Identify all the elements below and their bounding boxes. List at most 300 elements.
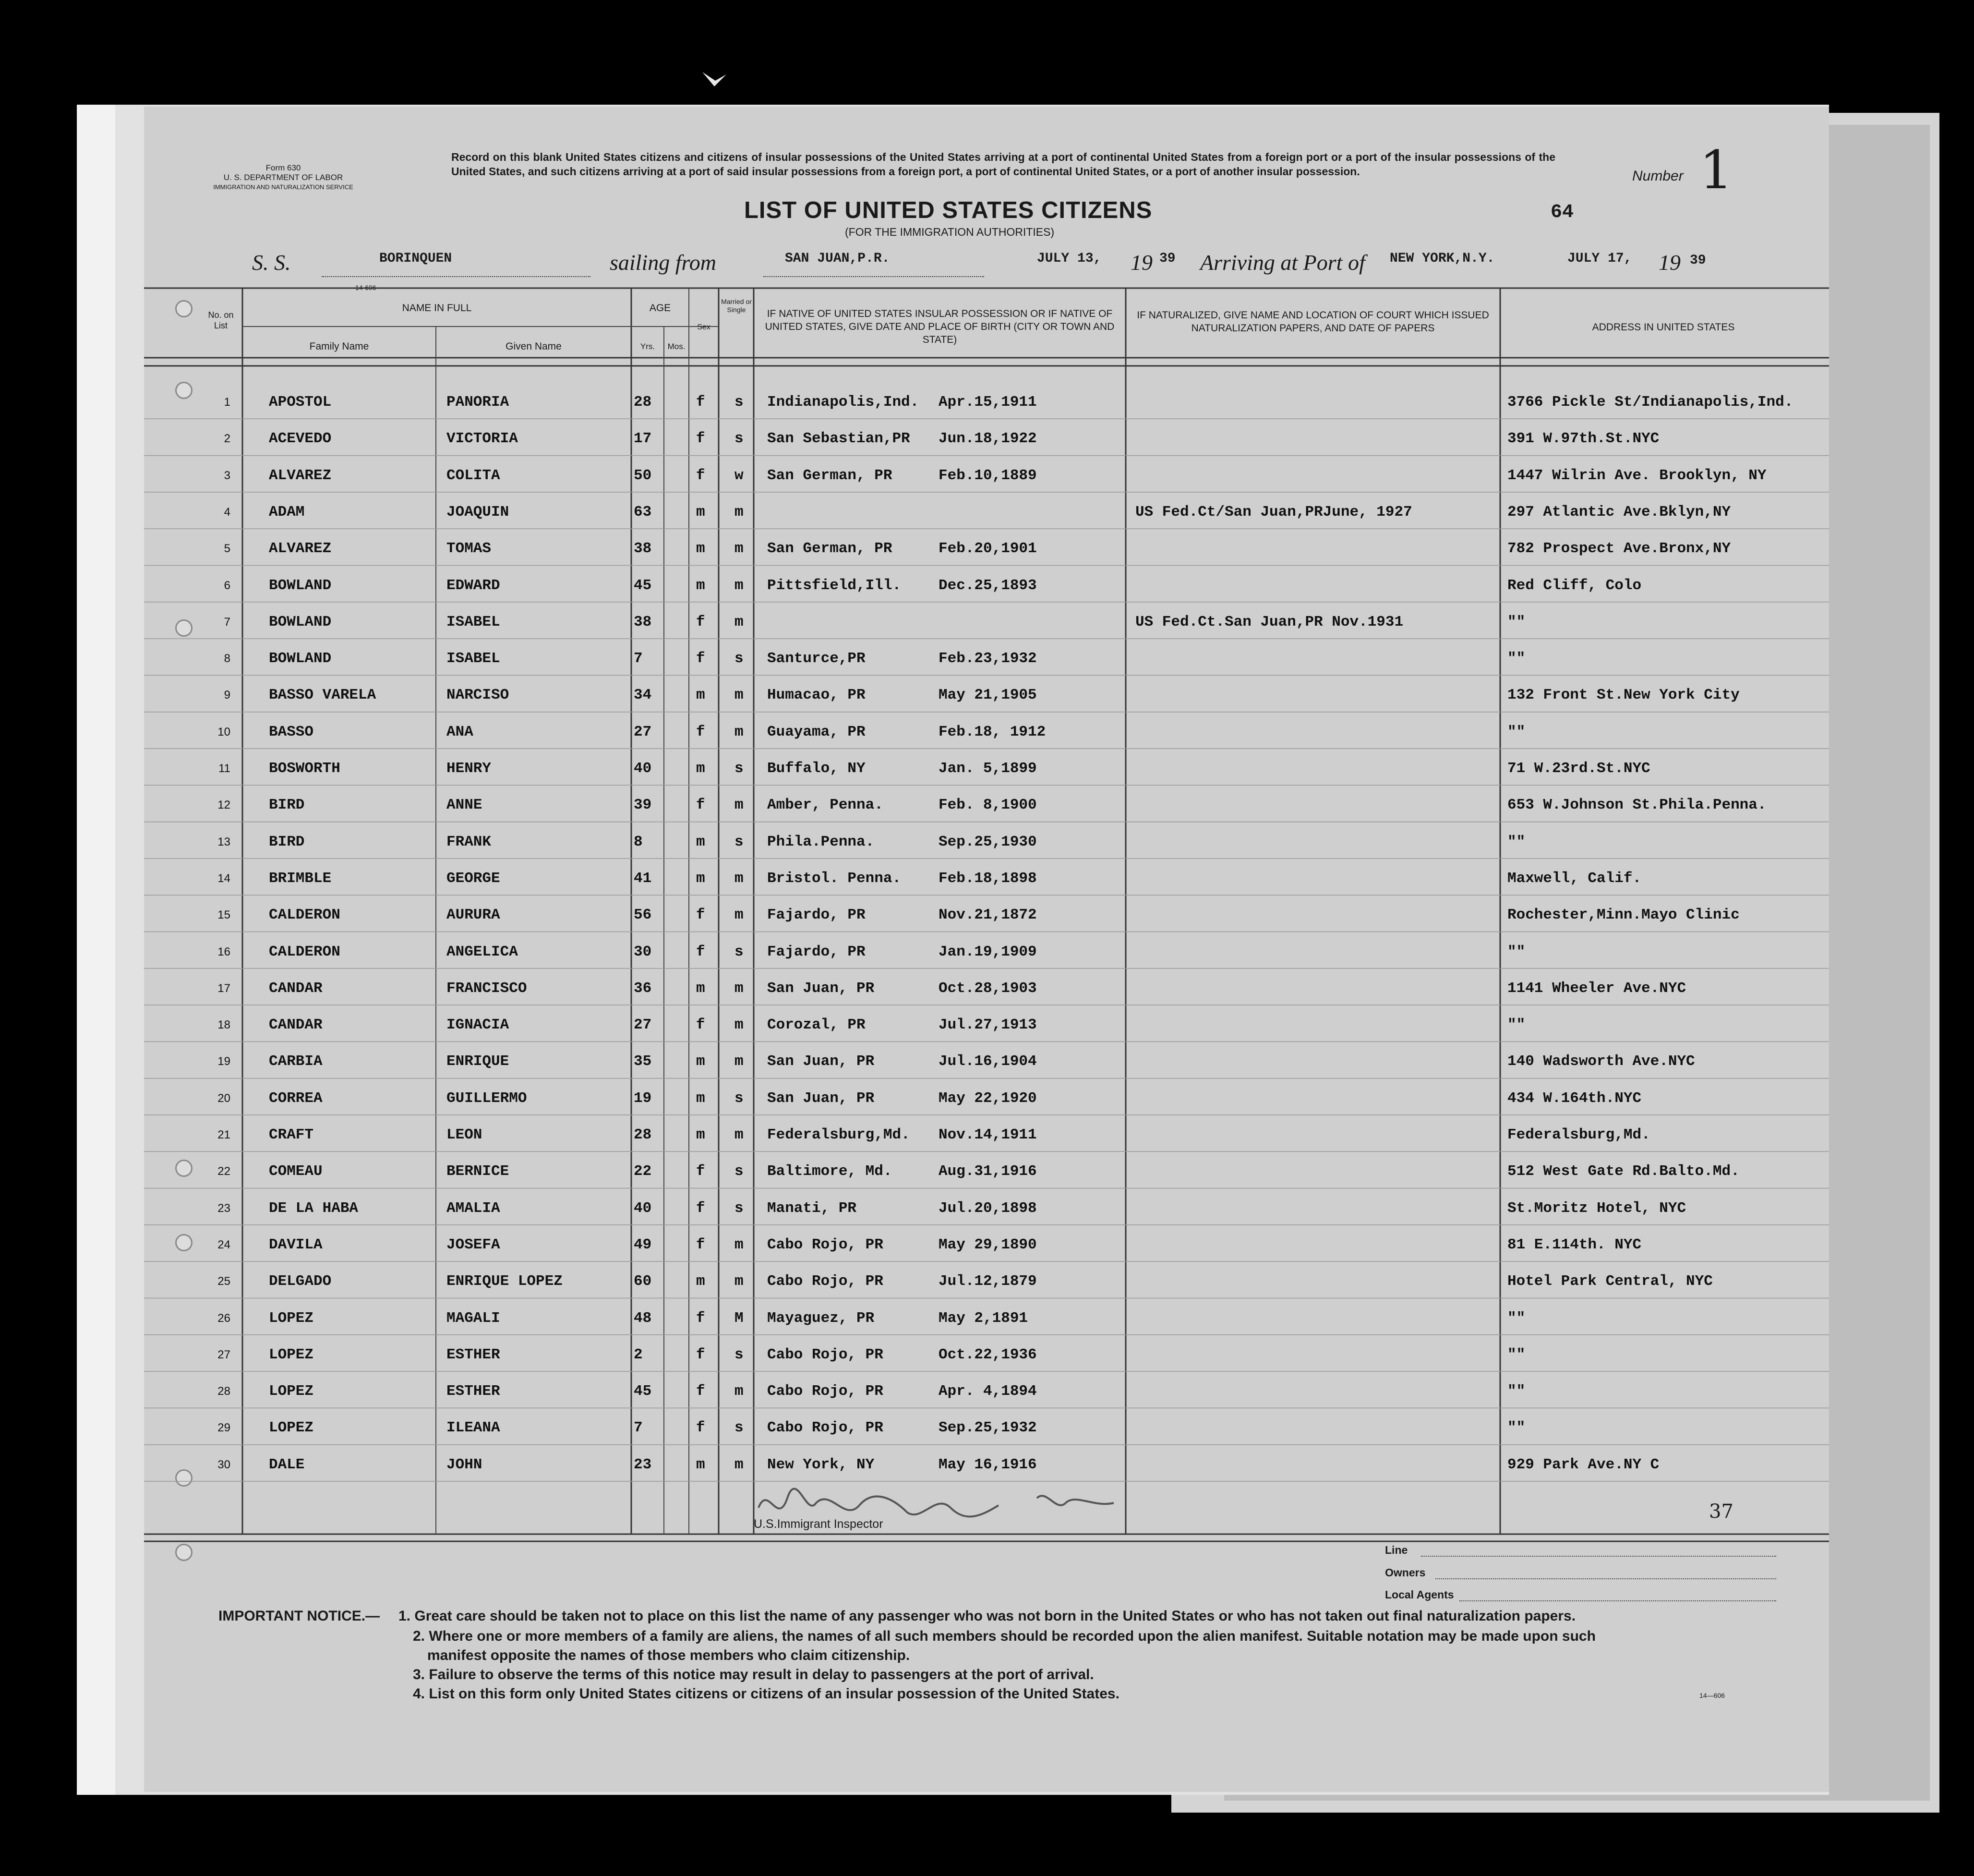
sex: f	[696, 1383, 705, 1400]
col-yrs: Yrs.	[640, 342, 655, 351]
marital-status: m	[734, 540, 744, 557]
age-years: 28	[634, 1126, 652, 1143]
family-name: ALVAREZ	[269, 540, 332, 557]
arrival-year-prefix: 19	[1659, 250, 1681, 275]
notice-1: 1. Great care should be taken not to place on this list the name of any passenger who was not born in the United States or who has not taken out final naturalization papers.	[398, 1608, 1576, 1624]
birth-place: Guayama, PR	[767, 723, 866, 740]
birth-place: Cabo Rojo, PR	[767, 1383, 883, 1400]
birth-place: Fajardo, PR	[767, 907, 866, 924]
page-total: 37	[1709, 1501, 1733, 1523]
birth-place: San Juan, PR	[767, 1089, 875, 1107]
given-name: ISABEL	[446, 613, 500, 630]
marital-status: m	[734, 1126, 744, 1143]
given-name: AURURA	[446, 907, 500, 924]
row-number: 26	[217, 1311, 230, 1325]
number-value: 1	[1699, 139, 1733, 201]
given-name: AMALIA	[446, 1199, 500, 1217]
birth-place: Bristol. Penna.	[767, 870, 902, 887]
family-name: BOSWORTH	[269, 760, 340, 777]
naturalization: US Fed.Ct/San Juan,PRJune, 1927	[1135, 503, 1412, 520]
table-row	[0, 1263, 1974, 1300]
marital-status: m	[734, 687, 744, 704]
col-age: AGE	[649, 303, 671, 314]
row-number: 19	[217, 1055, 230, 1068]
row-number: 4	[224, 505, 230, 519]
marital-status: m	[734, 1383, 744, 1400]
age-years: 35	[634, 1053, 652, 1070]
birth-place: Santurce,PR	[767, 650, 866, 667]
age-years: 49	[634, 1236, 652, 1253]
row-number: 8	[224, 652, 230, 666]
marital-status: M	[734, 1309, 744, 1327]
table-row	[0, 641, 1974, 677]
address: Federalsburg,Md.	[1507, 1126, 1650, 1143]
department: U. S. DEPARTMENT OF LABOR	[223, 173, 343, 182]
age-years: 34	[634, 687, 652, 704]
age-years: 7	[634, 1419, 643, 1437]
address: 782 Prospect Ave.Bronx,NY	[1507, 540, 1731, 557]
number-label: Number	[1632, 168, 1684, 184]
service: IMMIGRATION AND NATURALIZATION SERVICE	[213, 183, 353, 191]
table-row	[0, 458, 1974, 494]
family-name: ALVAREZ	[269, 467, 332, 484]
given-name: BERNICE	[446, 1163, 509, 1180]
birth-place: San Juan, PR	[767, 980, 875, 997]
age-years: 23	[634, 1456, 652, 1473]
sex: m	[696, 687, 705, 704]
sail-date: JULY 13,	[1037, 251, 1102, 266]
birth-place: Manati, PR	[767, 1199, 857, 1217]
sex: m	[696, 540, 705, 557]
age-years: 40	[634, 760, 652, 777]
address: ""	[1507, 1383, 1526, 1400]
naturalization: US Fed.Ct.San Juan,PR Nov.1931	[1135, 613, 1404, 630]
birth-place: Indianapolis,Ind.	[767, 394, 919, 411]
table-row	[0, 421, 1974, 457]
birth-date: May 2,1891	[939, 1309, 1028, 1327]
table-row	[0, 1080, 1974, 1117]
sex: m	[696, 1089, 705, 1107]
row-number: 14	[217, 871, 230, 885]
address: ""	[1507, 943, 1526, 960]
family-name: BRIMBLE	[269, 870, 332, 887]
row-number: 9	[224, 689, 230, 702]
family-name: LOPEZ	[269, 1419, 314, 1437]
table-row	[0, 750, 1974, 787]
address: ""	[1507, 833, 1526, 850]
table-row	[0, 1117, 1974, 1153]
address: ""	[1507, 1346, 1526, 1363]
age-years: 28	[634, 394, 652, 411]
table-row	[0, 568, 1974, 604]
birth-date: Oct.28,1903	[939, 980, 1037, 997]
family-name: LOPEZ	[269, 1383, 314, 1400]
address: 132 Front St.New York City	[1507, 687, 1740, 704]
family-name: LOPEZ	[269, 1346, 314, 1363]
given-name: ISABEL	[446, 650, 500, 667]
row-number: 16	[217, 945, 230, 958]
given-name: ANNE	[446, 797, 482, 814]
birth-date: Feb.23,1932	[939, 650, 1037, 667]
sailing-from: SAN JUAN,P.R.	[785, 251, 890, 266]
row-number: 10	[217, 725, 230, 738]
given-name: MAGALI	[446, 1309, 500, 1327]
birth-place: San Juan, PR	[767, 1053, 875, 1070]
age-years: 45	[634, 1383, 652, 1400]
row-number: 28	[217, 1385, 230, 1398]
marital-status: s	[734, 650, 744, 667]
sex: m	[696, 1273, 705, 1290]
marital-status: s	[734, 833, 744, 850]
marital-status: m	[734, 1456, 744, 1473]
sex: m	[696, 760, 705, 777]
family-name: BOWLAND	[269, 613, 332, 630]
marital-status: s	[734, 760, 744, 777]
page-subtitle: (FOR THE IMMIGRATION AUTHORITIES)	[845, 226, 1055, 238]
row-number: 6	[224, 579, 230, 592]
arrival-year: 39	[1690, 253, 1706, 268]
address: 434 W.164th.NYC	[1507, 1089, 1642, 1107]
given-name: LEON	[446, 1126, 482, 1143]
marital-status: m	[734, 1053, 744, 1070]
arrival-port: NEW YORK,N.Y.	[1390, 251, 1495, 266]
family-name: CORREA	[269, 1089, 323, 1107]
owners-field	[1435, 1578, 1776, 1579]
birth-place: Baltimore, Md.	[767, 1163, 892, 1180]
col-naturalized: IF NATURALIZED, GIVE NAME AND LOCATION OF COURT WHICH ISSUED NATURALIZATION PAPERS, AND DATE OF PAPERS	[1137, 310, 1489, 334]
sex: f	[696, 1346, 705, 1363]
family-name: DE LA HABA	[269, 1199, 359, 1217]
family-name: BIRD	[269, 797, 305, 814]
table-row	[0, 677, 1974, 714]
address: 1447 Wilrin Ave. Brooklyn, NY	[1507, 467, 1767, 484]
marital-status: s	[734, 1089, 744, 1107]
address: 3766 Pickle St/Indianapolis,Ind.	[1507, 394, 1793, 411]
row-number: 29	[217, 1421, 230, 1435]
birth-place: Buffalo, NY	[767, 760, 866, 777]
birth-place: Federalsburg,Md.	[767, 1126, 910, 1143]
table-row	[0, 824, 1974, 860]
age-years: 2	[634, 1346, 643, 1363]
age-years: 36	[634, 980, 652, 997]
sex: f	[696, 907, 705, 924]
birth-place: Corozal, PR	[767, 1017, 866, 1034]
birth-date: Feb.18,1898	[939, 870, 1037, 887]
col-married-single: Married or Single	[721, 298, 752, 314]
birth-date: Apr.15,1911	[939, 394, 1037, 411]
ship-name: BORINQUEN	[379, 251, 452, 266]
marital-status: m	[734, 503, 744, 520]
row-number: 23	[217, 1201, 230, 1215]
family-name: BASSO VARELA	[269, 687, 376, 704]
family-name: DELGADO	[269, 1273, 332, 1290]
sex: m	[696, 577, 705, 594]
marital-status: s	[734, 394, 744, 411]
given-name: FRANK	[446, 833, 492, 850]
given-name: COLITA	[446, 467, 500, 484]
age-years: 48	[634, 1309, 652, 1327]
table-row	[0, 934, 1974, 970]
family-name: COMEAU	[269, 1163, 323, 1180]
birth-date: May 16,1916	[939, 1456, 1037, 1473]
sex: f	[696, 943, 705, 960]
page-title: LIST OF UNITED STATES CITIZENS	[744, 197, 1153, 223]
sex: m	[696, 1053, 705, 1070]
notice-4: 4. List on this form only United States citizens or citizens of an insular possession of the United States.	[413, 1686, 1119, 1702]
col-sex: Sex	[697, 323, 710, 331]
col-no-on-list: No. on List	[208, 310, 234, 330]
age-years: 39	[634, 797, 652, 814]
notice-heading: IMPORTANT NOTICE.—	[218, 1608, 380, 1624]
line-field	[1421, 1556, 1776, 1557]
marital-status: s	[734, 1163, 744, 1180]
table-row	[0, 1300, 1974, 1337]
birth-date: Sep.25,1932	[939, 1419, 1037, 1437]
table-row	[0, 714, 1974, 750]
birth-place: New York, NY	[767, 1456, 875, 1473]
age-years: 41	[634, 870, 652, 887]
form-number: Form 630	[265, 163, 301, 172]
family-name: BOWLAND	[269, 650, 332, 667]
family-name: ADAM	[269, 503, 305, 520]
table-row	[0, 531, 1974, 567]
family-name: ACEVEDO	[269, 430, 332, 448]
birth-place: Amber, Penna.	[767, 797, 883, 814]
birth-date: Jul.20,1898	[939, 1199, 1037, 1217]
address: ""	[1507, 1017, 1526, 1034]
given-name: ANA	[446, 723, 473, 740]
notice-2a: 2. Where one or more members of a family are aliens, the names of all such members should be recorded upon the alien manifest. Suitable notation may be made upon such	[413, 1628, 1596, 1644]
birth-date: May 21,1905	[939, 687, 1037, 704]
address: ""	[1507, 613, 1526, 630]
owners-label: Owners	[1385, 1566, 1426, 1579]
birth-place: Cabo Rojo, PR	[767, 1346, 883, 1363]
age-years: 19	[634, 1089, 652, 1107]
sex: f	[696, 1163, 705, 1180]
family-name: CRAFT	[269, 1126, 314, 1143]
family-name: BASSO	[269, 723, 314, 740]
address: 297 Atlantic Ave.Bklyn,NY	[1507, 503, 1731, 520]
line-label: Line	[1385, 1544, 1408, 1556]
given-name: ESTHER	[446, 1383, 500, 1400]
birth-date: Jan.19,1909	[939, 943, 1037, 960]
stamp-number: 64	[1551, 202, 1574, 223]
birth-date: Jan. 5,1899	[939, 760, 1037, 777]
birth-place: San Sebastian,PR	[767, 430, 910, 448]
address: Red Cliff, Colo	[1507, 577, 1642, 594]
table-row	[0, 1447, 1974, 1483]
birth-place: Fajardo, PR	[767, 943, 866, 960]
col-given-name: Given Name	[506, 341, 562, 352]
row-number: 13	[217, 835, 230, 848]
agents-field	[1459, 1600, 1776, 1601]
birth-date: Feb. 8,1900	[939, 797, 1037, 814]
row-number: 1	[224, 396, 230, 409]
year-prefix: 19	[1131, 250, 1153, 275]
row-number: 2	[224, 432, 230, 446]
inspector-label: U.S.Immigrant Inspector	[754, 1517, 883, 1531]
birth-place: San German, PR	[767, 467, 892, 484]
table-row	[0, 384, 1974, 421]
table-row	[0, 1227, 1974, 1263]
birth-date: Jul.16,1904	[939, 1053, 1037, 1070]
sex: f	[696, 650, 705, 667]
table-row	[0, 1190, 1974, 1227]
age-years: 38	[634, 540, 652, 557]
marital-status: m	[734, 797, 744, 814]
address: Rochester,Minn.Mayo Clinic	[1507, 907, 1740, 924]
age-years: 22	[634, 1163, 652, 1180]
age-years: 60	[634, 1273, 652, 1290]
address: 512 West Gate Rd.Balto.Md.	[1507, 1163, 1740, 1180]
table-row	[0, 970, 1974, 1007]
given-name: EDWARD	[446, 577, 500, 594]
col-name-in-full: NAME IN FULL	[402, 303, 472, 314]
marital-status: m	[734, 1236, 744, 1253]
birth-date: Feb.20,1901	[939, 540, 1037, 557]
sex: f	[696, 394, 705, 411]
sex: f	[696, 797, 705, 814]
birth-date: Apr. 4,1894	[939, 1383, 1037, 1400]
address: Hotel Park Central, NYC	[1507, 1273, 1713, 1290]
family-name: DALE	[269, 1456, 305, 1473]
marital-status: m	[734, 1273, 744, 1290]
birth-date: Jul.27,1913	[939, 1017, 1037, 1034]
row-number: 5	[224, 542, 230, 556]
intro-text: Record on this blank United States citizens and citizens of insular possessions of the United States arriving at a port of continental United States from a foreign port or a port of the insular possessions of the United States, and such citizens arriving at a port of said insular possessions from a foreign port, a port of continental United States, or a port of another insular possession.	[451, 151, 1555, 178]
sex: f	[696, 1236, 705, 1253]
notice-3: 3. Failure to observe the terms of this notice may result in delay to passengers at the port of arrival.	[413, 1667, 1094, 1682]
marital-status: s	[734, 1346, 744, 1363]
sex: f	[696, 613, 705, 630]
family-name: CALDERON	[269, 943, 340, 960]
row-number: 17	[217, 981, 230, 995]
age-years: 8	[634, 833, 643, 850]
given-name: ENRIQUE	[446, 1053, 509, 1070]
age-years: 63	[634, 503, 652, 520]
family-name: CANDAR	[269, 1017, 323, 1034]
sex: f	[696, 467, 705, 484]
age-years: 27	[634, 723, 652, 740]
table-row	[0, 1373, 1974, 1410]
marital-status: m	[734, 723, 744, 740]
marital-status: s	[734, 1199, 744, 1217]
family-name: LOPEZ	[269, 1309, 314, 1327]
age-years: 17	[634, 430, 652, 448]
sex: f	[696, 1309, 705, 1327]
row-number: 21	[217, 1128, 230, 1141]
sex: m	[696, 833, 705, 850]
given-name: IGNACIA	[446, 1017, 509, 1034]
given-name: ANGELICA	[446, 943, 518, 960]
sail-year: 39	[1159, 251, 1176, 266]
birth-date: May 29,1890	[939, 1236, 1037, 1253]
given-name: NARCISO	[446, 687, 509, 704]
age-years: 7	[634, 650, 643, 667]
birth-place: San German, PR	[767, 540, 892, 557]
birth-place: Cabo Rojo, PR	[767, 1273, 883, 1290]
age-years: 56	[634, 907, 652, 924]
given-name: JOHN	[446, 1456, 482, 1473]
age-years: 45	[634, 577, 652, 594]
birth-place: Humacao, PR	[767, 687, 866, 704]
family-name: CALDERON	[269, 907, 340, 924]
family-name: CANDAR	[269, 980, 323, 997]
family-name: APOSTOL	[269, 394, 332, 411]
address: 81 E.114th. NYC	[1507, 1236, 1642, 1253]
given-name: HENRY	[446, 760, 492, 777]
sex: f	[696, 1017, 705, 1034]
col-family-name: Family Name	[309, 341, 369, 352]
birth-date: Dec.25,1893	[939, 577, 1037, 594]
marital-status: m	[734, 577, 744, 594]
row-number: 11	[218, 762, 230, 775]
marital-status: m	[734, 907, 744, 924]
table-row	[0, 787, 1974, 823]
given-name: GEORGE	[446, 870, 500, 887]
sex: f	[696, 723, 705, 740]
row-number: 25	[217, 1275, 230, 1288]
family-name: BIRD	[269, 833, 305, 850]
address: 1141 Wheeler Ave.NYC	[1507, 980, 1686, 997]
birth-date: Sep.25,1930	[939, 833, 1037, 850]
given-name: PANORIA	[446, 394, 509, 411]
address: St.Moritz Hotel, NYC	[1507, 1199, 1686, 1217]
marital-status: m	[734, 1017, 744, 1034]
sex: m	[696, 1126, 705, 1143]
family-name: CARBIA	[269, 1053, 323, 1070]
ship-label: S. S.	[252, 250, 291, 275]
address: Maxwell, Calif.	[1507, 870, 1642, 887]
address: ""	[1507, 650, 1526, 667]
birth-date: Nov.21,1872	[939, 907, 1037, 924]
table-row	[0, 1153, 1974, 1190]
table-row	[0, 1410, 1974, 1446]
birth-date: Feb.18, 1912	[939, 723, 1046, 740]
row-number: 7	[224, 615, 230, 629]
sex: f	[696, 430, 705, 448]
birth-place: Mayaguez, PR	[767, 1309, 875, 1327]
marital-status: s	[734, 430, 744, 448]
birth-date: Jul.12,1879	[939, 1273, 1037, 1290]
row-number: 27	[217, 1348, 230, 1361]
given-name: JOSEFA	[446, 1236, 500, 1253]
arriving-label: Arriving at Port of	[1200, 250, 1365, 275]
marital-status: m	[734, 613, 744, 630]
given-name: TOMAS	[446, 540, 492, 557]
birth-date: Jun.18,1922	[939, 430, 1037, 448]
given-name: GUILLERMO	[446, 1089, 527, 1107]
birth-place: Phila.Penna.	[767, 833, 875, 850]
address: 140 Wadsworth Ave.NYC	[1507, 1053, 1695, 1070]
address: 71 W.23rd.St.NYC	[1507, 760, 1650, 777]
row-number: 15	[217, 908, 230, 922]
col-mos: Mos.	[667, 342, 686, 351]
marital-status: w	[734, 467, 744, 484]
sex: f	[696, 1199, 705, 1217]
row-number: 20	[217, 1091, 230, 1105]
col-birth: IF NATIVE OF UNITED STATES INSULAR POSSESSION OR IF NATIVE OF UNITED STATES, GIVE DATE AND PLACE OF BIRTH (CITY OR TOWN AND STATE)	[765, 308, 1115, 345]
col-address: ADDRESS IN UNITED STATES	[1592, 322, 1735, 333]
arrival-date: JULY 17,	[1567, 251, 1632, 266]
sailing-label: sailing from	[610, 250, 716, 275]
row-number: 12	[217, 799, 230, 812]
address: 391 W.97th.St.NYC	[1507, 430, 1660, 448]
birth-place: Cabo Rojo, PR	[767, 1236, 883, 1253]
table-row	[0, 1043, 1974, 1080]
table-row	[0, 860, 1974, 897]
row-number: 18	[217, 1018, 230, 1032]
